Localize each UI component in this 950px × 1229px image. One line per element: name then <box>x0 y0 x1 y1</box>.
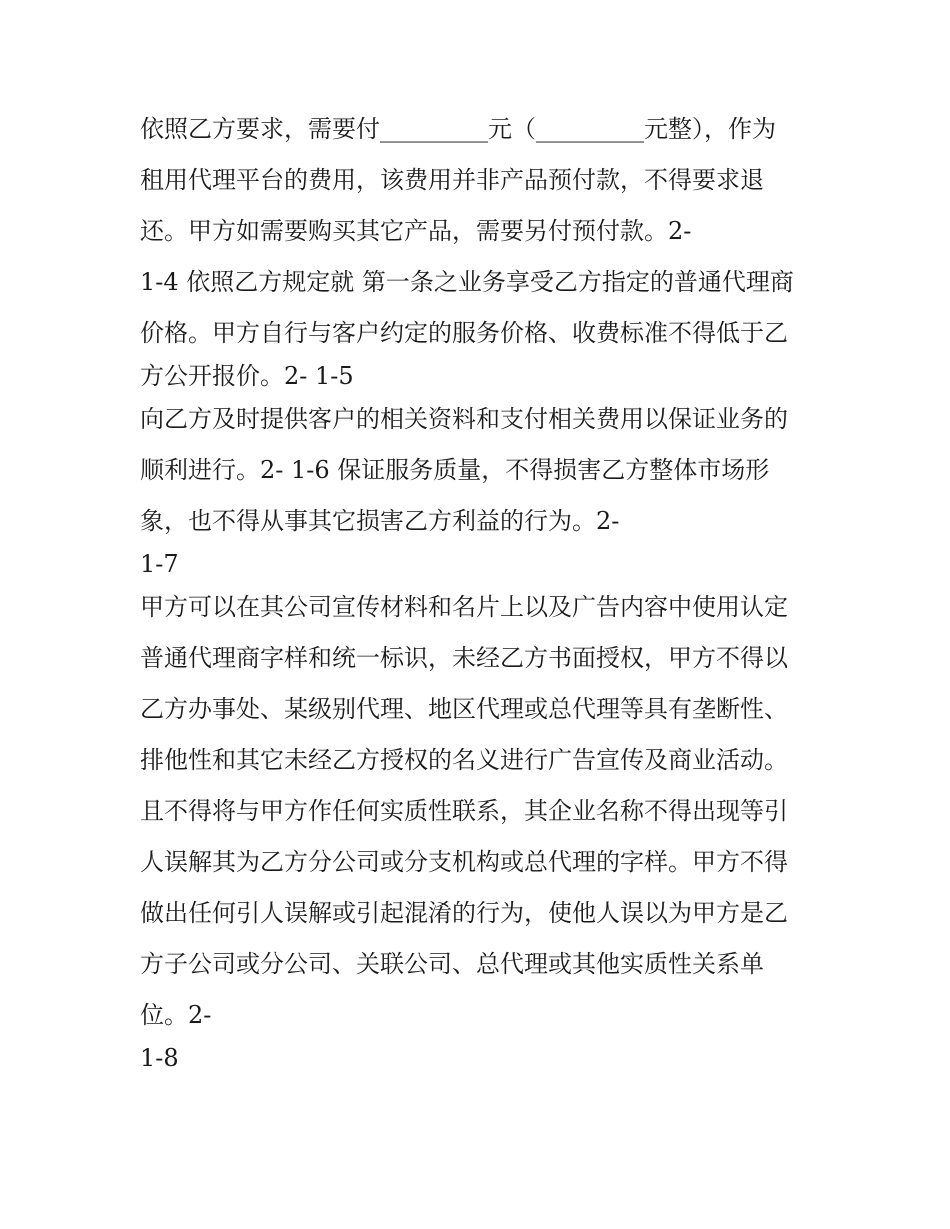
text-line: 甲方可以在其公司宣传材料和名片上以及广告内容中使用认定 <box>140 593 788 621</box>
text-line: 方子公司或分公司、关联公司、总代理或其他实质性关系单 <box>140 950 764 978</box>
text-line: 租用代理平台的费用，该费用并非产品预付款，不得要求退 <box>140 166 764 194</box>
document-body <box>140 104 820 1076</box>
text-line: 且不得将与甲方作任何实质性联系，其企业名称不得出现等引 <box>140 797 788 825</box>
text-line: 普通代理商字样和统一标识，未经乙方书面授权，甲方不得以 <box>140 644 788 672</box>
text-line: 价格。甲方自行与客户约定的服务价格、收费标准不得低于乙 <box>140 319 788 347</box>
text-line: 还。甲方如需要购买其它产品，需要另付预付款。2- <box>140 217 692 245</box>
text-line: 1-7 <box>140 550 179 578</box>
text-line: 依照乙方要求，需要付_________元（_________元整），作为 <box>140 115 776 143</box>
text-line: 做出任何引人误解或引起混淆的行为，使他人误以为甲方是乙 <box>140 899 788 927</box>
text-line: 乙方办事处、某级别代理、地区代理或总代理等具有垄断性、 <box>140 695 788 723</box>
text-line: 方公开报价。2- 1-5 <box>140 362 354 390</box>
text-line: 向乙方及时提供客户的相关资料和支付相关费用以保证业务的 <box>140 405 788 433</box>
text-line: 1-4 依照乙方规定就 第一条之业务享受乙方指定的普通代理商 <box>140 268 794 296</box>
text-line: 顺利进行。2- 1-6 保证服务质量，不得损害乙方整体市场形 <box>140 456 770 484</box>
text-line: 位。2- <box>140 1001 212 1029</box>
text-line: 人误解其为乙方分公司或分支机构或总代理的字样。甲方不得 <box>140 848 788 876</box>
text-line: 1-8 <box>140 1044 179 1072</box>
text-line: 排他性和其它未经乙方授权的名义进行广告宣传及商业活动。 <box>140 746 788 774</box>
text-line: 象，也不得从事其它损害乙方利益的行为。2- <box>140 507 620 535</box>
